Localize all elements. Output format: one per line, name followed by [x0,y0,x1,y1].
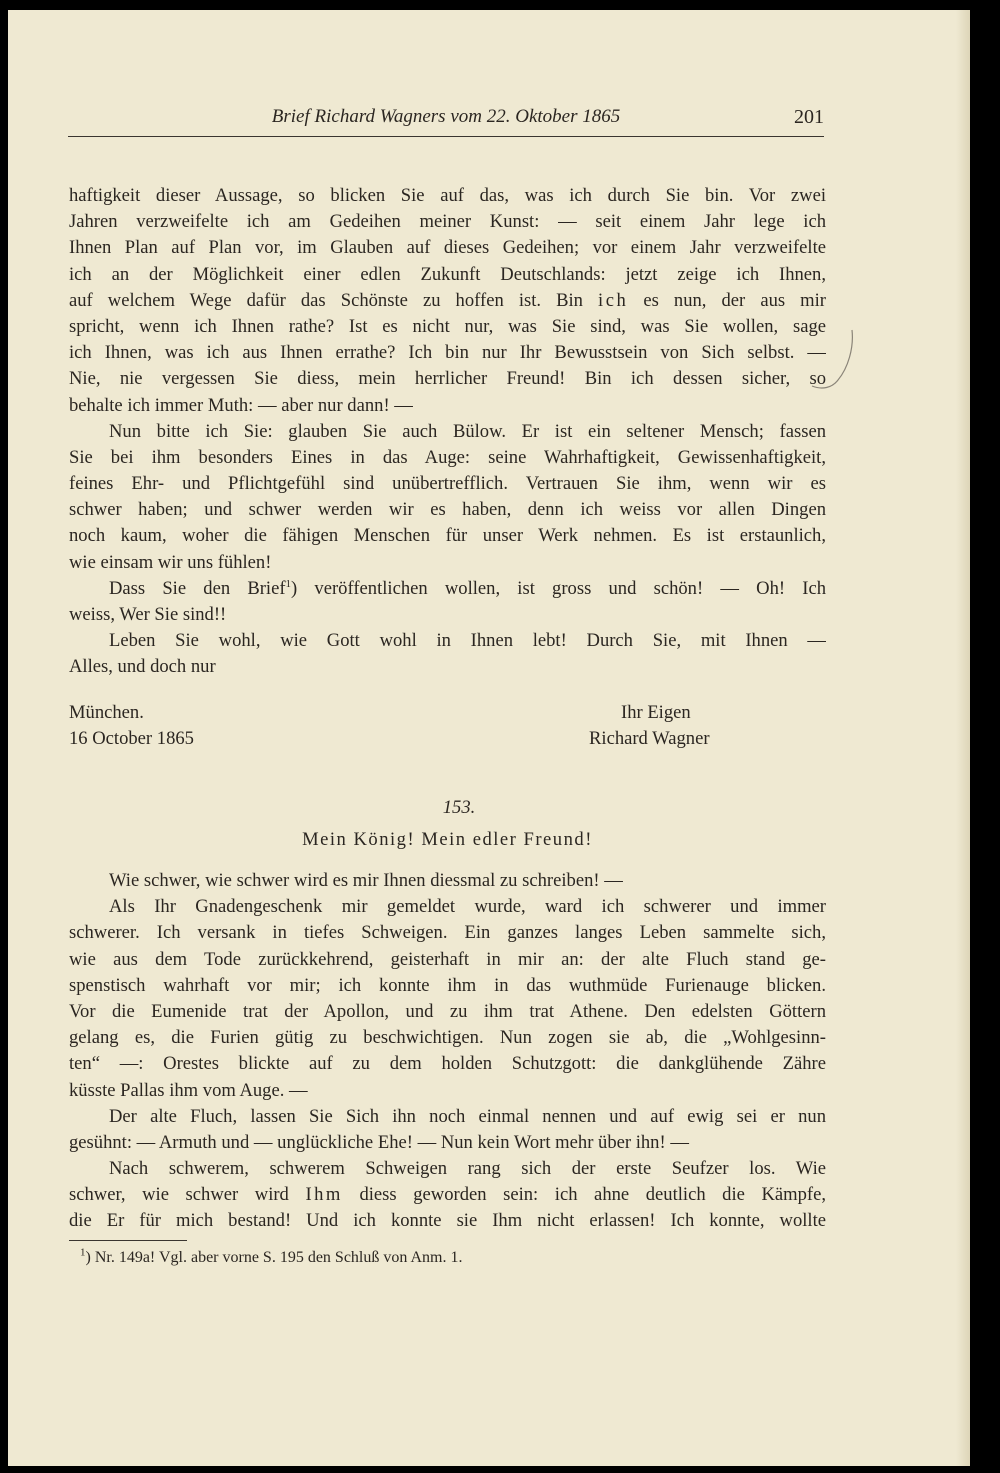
text-line: haftigkeit dieser Aussage, so blicken Sie auf das, was ich durch Sie bin. Vor zwei [69,185,826,206]
letter-continuation [69,183,826,681]
closing-date: 16 October 1865 [69,728,194,750]
closing-place: München. [69,702,144,723]
text-line: noch kaum, woher die fähigen Menschen für unser Werk nehmen. Es ist erstaunlich, [69,525,826,547]
footnote [80,1246,463,1270]
text-segment: diess geworden sein: ich ahne deutlich die Kämpfe, [359,1184,826,1206]
text-line: Als Ihr Gnadengeschenk mir gemeldet wurde, ward ich schwerer und immer [109,896,826,918]
text-line: Sie bei ihm besonders Eines in das Auge: seine Wahrhaftigkeit, Gewissenhaftigkeit, [69,446,826,468]
text-line: Der alte Fluch, lassen Sie Sich ihn noch einmal nennen und auf ewig sei er nun [109,1105,826,1127]
text-line: Jahren verzweifelte ich am Gedeihen meiner Kunst: — seit einem Jahr lege ich [69,211,826,233]
text-line: ich an der Möglichkeit einer edlen Zukunft Deutschlands: jetzt zeige ich Ihnen, [69,263,826,285]
text-segment: es nun, der aus mir [643,289,826,311]
text-line: Leben Sie wohl, wie Gott wohl in Ihnen lebt! Durch Sie, mit Ihnen — [109,630,826,652]
footnote-rule [69,1240,187,1241]
text-line: schwer haben; und schwer werden wir es haben, denn ich weiss vor allen Dingen [69,499,826,521]
text-line: Nun bitte ich Sie: glauben Sie auch Bülow. Er ist ein seltener Mensch; fassen [109,420,826,442]
footnote-text: ) Nr. 149a! Vgl. aber vorne S. 195 den Schluß von Anm. 1. [85,1249,463,1266]
letter-153-body [69,868,826,1235]
emphasized-word: Ihm [305,1184,343,1206]
text-segment: ) veröffentlichen wollen, ist gross und schön! — Oh! Ich [291,577,826,599]
text-line: ten“ —: Orestes blickte auf zu dem holden Schutzgott: die dankglühende Zähre [69,1053,826,1075]
text-line: spenstisch wahrhaft vor mir; ich konnte ihm in das wuthmüde Furienauge blicken. [69,974,826,996]
emphasized-word: ich [598,289,629,311]
text-line: wie aus dem Tode zurückkehrend, geisterhaft in mir an: der alte Fluch stand ge- [69,948,826,970]
text-line [69,1182,826,1208]
text-line: wie einsam wir uns fühlen! [69,551,272,573]
page-number: 201 [794,106,824,128]
text-line: Nie, nie vergessen Sie diess, mein herrlicher Freund! Bin ich dessen sicher, so [69,368,826,390]
footnote-marker: 1 [80,1246,86,1259]
text-line: die Er für mich bestand! Und ich konnte sie Ihm nicht erlassen! Ich konnte, wollte [69,1210,826,1232]
page-edge-shadow [956,10,970,1466]
book-page [8,10,970,1466]
page-header [68,104,824,137]
text-segment: Dass Sie den Brief [109,577,286,599]
text-line: schwerer. Ich versank in tiefes Schweigen. Ein ganzes langes Leben sammelte sich, [69,922,826,944]
text-line: Vor die Eumenide trat der Apollon, und zu ihm trat Athene. Den edelsten Göttern [69,1000,826,1022]
text-line [69,576,826,602]
text-line: gelang es, die Furien gütig zu beschwichtigen. Nun zogen sie ab, die „Wohlgesinn- [69,1027,826,1049]
text-line: Alles, und doch nur [69,656,216,678]
closing-place-date [69,700,194,752]
text-segment: schwer, wie schwer wird [69,1184,289,1206]
text-line: ich Ihnen, was ich aus Ihnen errathe? Ich bin nur Ihr Bewusstsein von Sich selbst. — [69,342,826,364]
text-line: Wie schwer, wie schwer wird es mir Ihnen diessmal zu schreiben! — [109,870,623,891]
text-line: Ihnen Plan auf Plan vor, im Glauben auf dieses Gedeihen; vor einem Jahr verzweifelte [69,237,826,259]
text-line: spricht, wenn ich Ihnen rathe? Ist es nicht nur, was Sie sind, was Sie wollen, sage [69,315,826,337]
running-title: Brief Richard Wagners vom 22. Oktober 1865 [271,106,621,127]
pencil-mark-icon [808,328,858,398]
closing-signature-block [589,700,710,752]
text-line [69,288,826,314]
salutation: Mein König! Mein edler Freund! [302,829,593,850]
text-segment: auf welchem Wege dafür das Schönste zu hoffen ist. Bin [69,289,583,311]
letter-number: 153. [442,797,476,818]
text-line: weiss, Wer Sie sind!! [69,604,227,625]
text-line: feines Ehr- und Pflichtgefühl sind unübertrefflich. Vertrauen Sie ihm, wenn wir es [69,473,826,495]
signature: Richard Wagner [589,728,710,750]
valediction: Ihr Eigen [621,702,691,723]
text-line: küsste Pallas ihm vom Auge. — [69,1079,308,1101]
footnote-ref: 1 [285,577,292,590]
text-line: gesühnt: — Armuth und — unglückliche Ehe! — Nun kein Wort mehr über ihn! — [69,1131,689,1153]
text-line: Nach schwerem, schwerem Schweigen rang sich der erste Seufzer los. Wie [109,1158,826,1180]
text-line: behalte ich immer Muth: — aber nur dann! — [69,394,413,416]
